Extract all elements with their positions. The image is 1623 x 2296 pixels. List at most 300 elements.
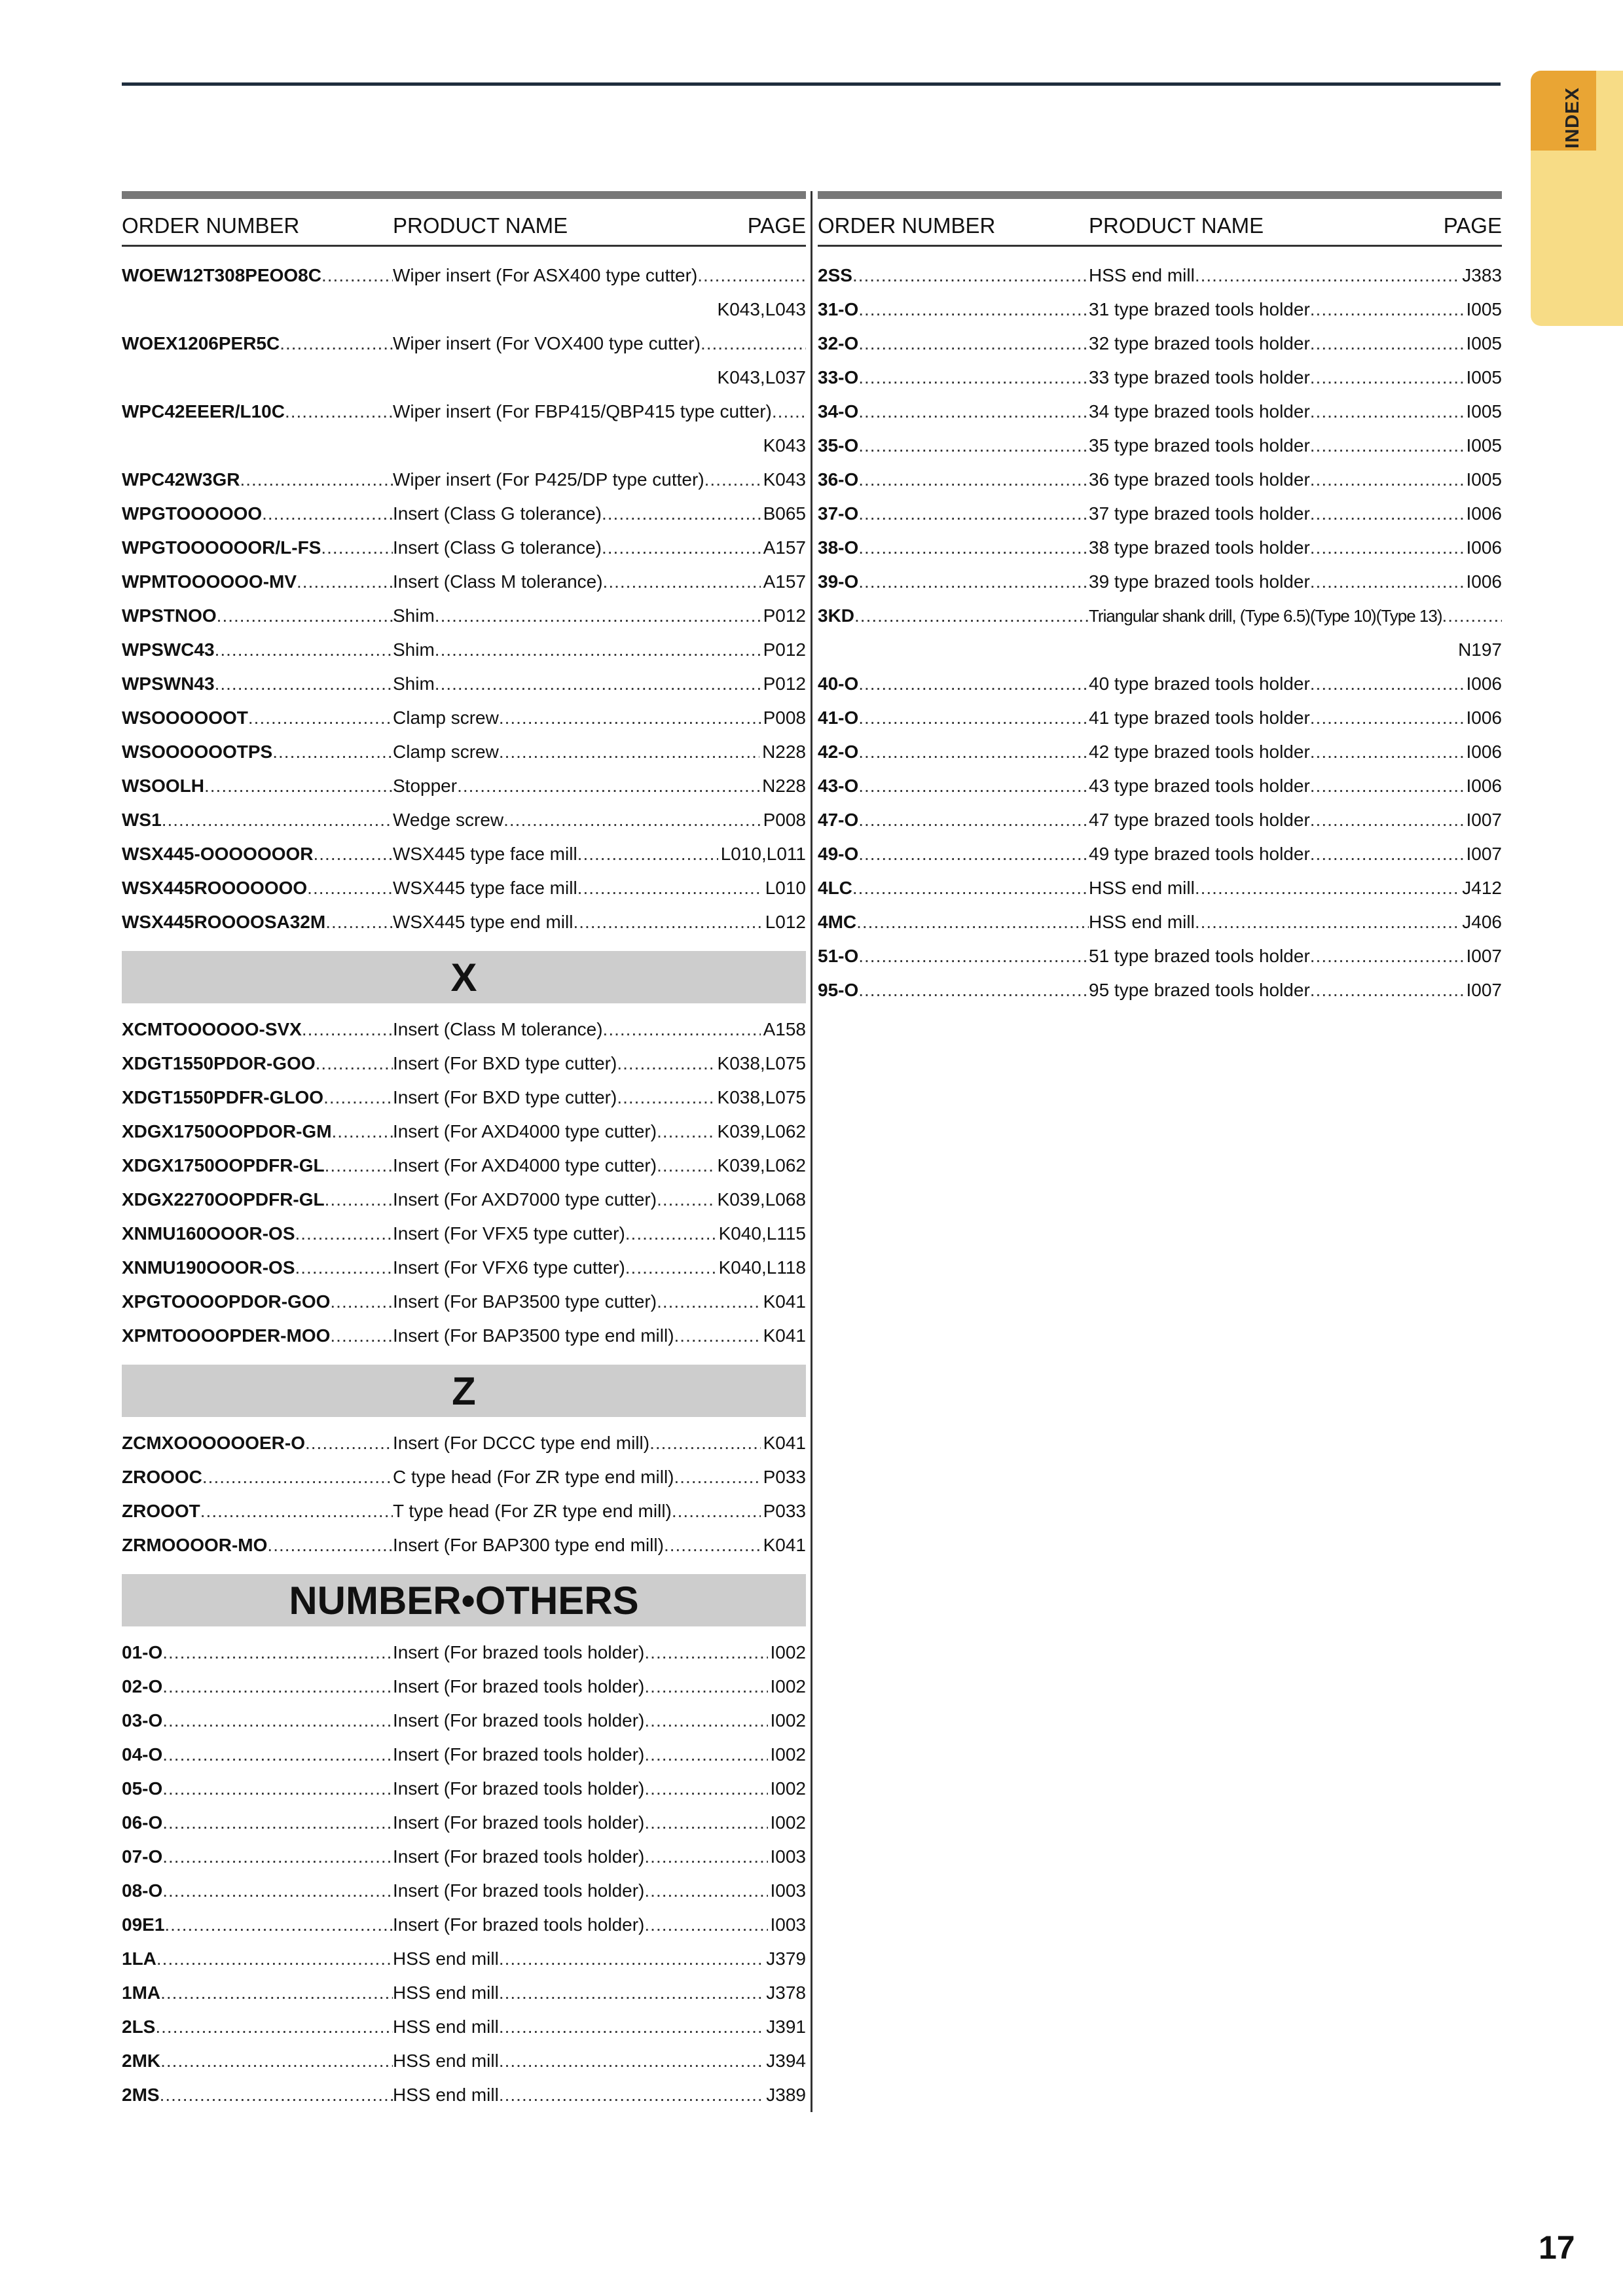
order-number-cell (122, 1217, 393, 1251)
page-ref[interactable]: I006 (1466, 673, 1502, 694)
index-entry[interactable] (818, 531, 1502, 565)
index-entry[interactable] (122, 871, 806, 905)
section-banner-z: Z (122, 1365, 806, 1417)
order-number-cell (818, 327, 1089, 361)
index-entry[interactable] (818, 327, 1502, 361)
index-entry[interactable] (818, 361, 1502, 395)
leader-dots (162, 1772, 393, 1806)
product-name-cell (1089, 429, 1464, 463)
index-row (122, 497, 806, 531)
product-name: HSS end mill (393, 1948, 499, 1969)
page-ref[interactable]: J378 (766, 1982, 806, 2003)
leader-dots (155, 2010, 393, 2044)
product-name-cell (393, 259, 806, 293)
leader-dots (262, 497, 393, 531)
leader-dots (858, 497, 1089, 531)
leader-dots (701, 327, 806, 361)
product-name: Shim (393, 639, 435, 660)
order-number-cell (818, 701, 1089, 735)
index-entry[interactable] (122, 701, 806, 735)
page-ref[interactable]: K039,L062 (717, 1155, 806, 1175)
header-product-name: PRODUCT NAME (1089, 213, 1264, 238)
page-ref[interactable]: K041 (763, 1535, 806, 1555)
page-ref[interactable]: I007 (1466, 980, 1502, 1000)
page-ref[interactable]: P008 (763, 708, 806, 728)
page-ref[interactable]: N228 (762, 742, 806, 762)
index-entry[interactable] (818, 497, 1502, 531)
leader-dots (644, 1636, 767, 1670)
leader-dots (1310, 361, 1464, 395)
page-ref[interactable]: I006 (1466, 742, 1502, 762)
product-name: Stopper (393, 776, 458, 796)
product-name-cell (393, 1149, 715, 1183)
page-ref[interactable]: I005 (1466, 469, 1502, 490)
page-ref[interactable]: J389 (766, 2085, 806, 2105)
index-entry[interactable] (122, 1285, 806, 1319)
index-entry[interactable] (122, 1149, 806, 1183)
index-entry[interactable] (818, 837, 1502, 871)
index-entry[interactable] (122, 1942, 806, 1976)
page-ref[interactable]: K039,L062 (717, 1121, 806, 1141)
index-entry[interactable] (122, 1976, 806, 2010)
leader-dots (302, 1013, 393, 1047)
leader-dots (858, 565, 1089, 599)
order-number: 01-O (122, 1642, 163, 1662)
index-entry[interactable] (122, 565, 806, 599)
page-ref[interactable]: K038,L075 (717, 1053, 806, 1073)
page-ref[interactable]: I005 (1466, 333, 1502, 353)
product-name-cell (393, 497, 761, 531)
order-number: XDGX1750OOPDFR-GL (122, 1155, 325, 1175)
index-entry[interactable] (818, 803, 1502, 837)
leader-dots (657, 1115, 714, 1149)
index-entry[interactable] (818, 939, 1502, 973)
leader-dots (499, 2078, 763, 2112)
page-ref[interactable]: K041 (763, 1291, 806, 1312)
index-row (122, 1942, 806, 1976)
index-entry[interactable] (122, 2078, 806, 2112)
index-entry[interactable] (818, 735, 1502, 769)
leader-dots (156, 1942, 393, 1976)
leader-dots (330, 1319, 393, 1353)
index-row (122, 1528, 806, 1562)
leader-dots (162, 1636, 393, 1670)
page-ref[interactable]: J379 (766, 1948, 806, 1969)
leader-dots (285, 395, 393, 429)
index-entry[interactable] (122, 1704, 806, 1738)
product-name-cell (393, 1840, 768, 1874)
page-ref[interactable]: N197 (1458, 639, 1502, 660)
product-name: Insert (For brazed tools holder) (393, 1880, 645, 1901)
index-entry[interactable] (122, 633, 806, 667)
page-ref[interactable]: P033 (763, 1501, 806, 1521)
page-ref[interactable]: I007 (1466, 810, 1502, 830)
leader-dots (858, 429, 1089, 463)
entries-number-others (122, 1636, 806, 2112)
leader-dots (499, 735, 759, 769)
page-ref[interactable]: I006 (1466, 776, 1502, 796)
index-entry[interactable] (818, 395, 1502, 429)
index-entry[interactable] (818, 871, 1502, 905)
index-entry[interactable] (122, 1528, 806, 1562)
index-row (122, 837, 806, 871)
page-ref[interactable]: I002 (770, 1642, 806, 1662)
product-name-cell (1089, 395, 1464, 429)
index-entry[interactable] (122, 1217, 806, 1251)
index-entry[interactable] (122, 395, 806, 463)
index-entry[interactable] (122, 1426, 806, 1460)
index-entry[interactable] (818, 973, 1502, 1007)
page-ref[interactable]: P008 (763, 810, 806, 830)
index-entry[interactable] (122, 769, 806, 803)
product-name-cell (393, 1426, 761, 1460)
index-row (122, 803, 806, 837)
product-name: 47 type brazed tools holder (1089, 810, 1310, 830)
leader-dots (1310, 803, 1464, 837)
index-entry[interactable] (122, 1772, 806, 1806)
leader-dots (617, 1047, 714, 1081)
page-ref[interactable]: L010,L011 (720, 844, 806, 864)
leader-dots (852, 871, 1089, 905)
product-name-cell (393, 599, 761, 633)
page-ref[interactable]: I006 (1466, 537, 1502, 558)
page-ref[interactable]: K038,L075 (717, 1087, 806, 1107)
index-entry[interactable] (122, 497, 806, 531)
index-row (122, 1183, 806, 1217)
page-ref[interactable]: B065 (763, 503, 806, 524)
index-entry[interactable] (122, 1840, 806, 1874)
product-name: T type head (For ZR type end mill) (393, 1501, 672, 1521)
page-ref[interactable]: I005 (1466, 435, 1502, 456)
leader-dots (295, 1217, 393, 1251)
index-entry[interactable] (122, 1013, 806, 1047)
header-order-number: ORDER NUMBER (122, 213, 300, 238)
index-row (122, 1636, 806, 1670)
leader-dots (674, 1460, 761, 1494)
leader-dots (330, 1285, 393, 1319)
leader-dots (858, 769, 1089, 803)
page-ref[interactable]: P012 (763, 639, 806, 660)
product-name: Insert (For BAP3500 type cutter) (393, 1291, 657, 1312)
index-entry[interactable] (122, 1494, 806, 1528)
index-entry[interactable] (818, 293, 1502, 327)
order-number: XNMU160OOOR-OS (122, 1223, 295, 1244)
index-entry[interactable] (122, 1874, 806, 1908)
index-row (818, 565, 1502, 599)
order-number-cell (122, 701, 393, 735)
index-entry[interactable] (122, 1047, 806, 1081)
product-name-cell (393, 565, 761, 599)
page-ref[interactable]: P033 (763, 1467, 806, 1487)
index-entry[interactable] (122, 327, 806, 395)
product-name: 43 type brazed tools holder (1089, 776, 1310, 796)
page-ref[interactable]: I003 (770, 1880, 806, 1901)
index-entry[interactable] (122, 531, 806, 565)
index-entry[interactable] (818, 667, 1502, 701)
leader-dots (644, 1874, 767, 1908)
page-ref[interactable]: J412 (1462, 878, 1502, 898)
leader-dots (307, 871, 393, 905)
product-name: HSS end mill (1089, 878, 1195, 898)
order-number-cell (122, 1738, 393, 1772)
index-entry[interactable] (122, 259, 806, 327)
product-name-cell (393, 1636, 768, 1670)
page-ref[interactable]: I005 (1466, 401, 1502, 422)
order-number: WPSWC43 (122, 639, 215, 660)
order-number-cell (122, 667, 393, 701)
index-entry[interactable] (122, 1806, 806, 1840)
leader-dots (858, 803, 1089, 837)
leader-dots (248, 701, 393, 735)
index-entry[interactable] (122, 667, 806, 701)
leader-dots (644, 1738, 767, 1772)
product-name: Insert (For VFX6 type cutter) (393, 1257, 625, 1278)
leader-dots (1310, 837, 1464, 871)
page-ref[interactable]: A157 (763, 571, 806, 592)
page-ref[interactable]: P012 (763, 605, 806, 626)
product-name: C type head (For ZR type end mill) (393, 1467, 674, 1487)
product-name-cell (393, 1047, 715, 1081)
page-ref[interactable]: P012 (763, 673, 806, 694)
index-row (122, 599, 806, 633)
index-entry[interactable] (122, 1183, 806, 1217)
leader-dots (164, 1908, 393, 1942)
product-name-cell (393, 633, 761, 667)
product-name: Wiper insert (For FBP415/QBP415 type cutter) (393, 401, 772, 422)
page-ref[interactable]: I007 (1466, 844, 1502, 864)
leader-dots (1310, 429, 1464, 463)
order-number-cell (818, 769, 1089, 803)
index-row (122, 1115, 806, 1149)
order-number: ZROOOT (122, 1501, 200, 1521)
order-number: WPSTNOO (122, 605, 217, 626)
product-name-cell (393, 1081, 715, 1115)
index-entry[interactable] (122, 803, 806, 837)
page-ref[interactable]: J391 (766, 2017, 806, 2037)
order-number-cell (122, 327, 393, 361)
product-name: 31 type brazed tools holder (1089, 299, 1310, 319)
order-number: WSOOOOOOT (122, 708, 248, 728)
index-entry[interactable] (122, 1908, 806, 1942)
index-row (122, 1908, 806, 1942)
leader-dots (625, 1217, 716, 1251)
page-ref[interactable]: L010 (765, 878, 806, 898)
leader-dots (858, 395, 1089, 429)
page-ref[interactable]: I006 (1466, 571, 1502, 592)
page-ref[interactable]: K041 (763, 1433, 806, 1453)
index-entry[interactable] (818, 599, 1502, 667)
index-row (818, 667, 1502, 701)
product-name-cell (393, 1251, 716, 1285)
order-number-cell (122, 565, 393, 599)
product-name: Insert (Class M tolerance) (393, 1019, 603, 1039)
leader-dots (858, 463, 1089, 497)
leader-dots (858, 735, 1089, 769)
leader-dots (625, 1251, 716, 1285)
page-ref[interactable]: I002 (770, 1744, 806, 1765)
page-ref[interactable]: I002 (770, 1676, 806, 1696)
index-entry[interactable] (122, 837, 806, 871)
product-name-cell (1089, 463, 1464, 497)
index-entry[interactable] (122, 1319, 806, 1353)
index-tab[interactable] (1531, 71, 1623, 326)
index-entry[interactable] (122, 905, 806, 939)
leader-dots (160, 2044, 393, 2078)
index-row (122, 463, 806, 497)
index-entry[interactable] (818, 429, 1502, 463)
page-ref[interactable]: J383 (1462, 265, 1502, 285)
index-row (818, 395, 1502, 429)
order-number-cell (818, 599, 1089, 633)
leader-dots (854, 599, 1089, 633)
product-name: Insert (For AXD7000 type cutter) (393, 1189, 657, 1210)
index-row (818, 871, 1502, 905)
index-entry[interactable] (122, 2010, 806, 2044)
order-number: 08-O (122, 1880, 163, 1901)
index-entry[interactable] (122, 2044, 806, 2078)
order-number-cell (122, 599, 393, 633)
page-ref[interactable]: A158 (763, 1019, 806, 1039)
leader-dots (644, 1840, 767, 1874)
leader-dots (325, 1183, 393, 1217)
order-number-cell (818, 565, 1089, 599)
order-number-cell (122, 395, 393, 429)
page-ref[interactable]: K040,L115 (718, 1223, 806, 1244)
page-ref[interactable]: I003 (770, 1914, 806, 1935)
index-entry[interactable] (818, 565, 1502, 599)
page-ref[interactable]: K041 (763, 1325, 806, 1346)
index-entry[interactable] (122, 1251, 806, 1285)
order-number: XDGX2270OOPDFR-GL (122, 1189, 325, 1210)
page-ref[interactable]: I002 (770, 1812, 806, 1833)
order-number-cell (818, 293, 1089, 327)
leader-dots (704, 463, 761, 497)
leader-dots (657, 1149, 714, 1183)
product-name-cell (393, 1319, 761, 1353)
index-row (122, 1285, 806, 1319)
product-name: WSX445 type face mill (393, 844, 577, 864)
order-number-cell (122, 463, 393, 497)
index-entry[interactable] (122, 463, 806, 497)
page-ref[interactable]: I002 (770, 1710, 806, 1731)
index-entry[interactable] (122, 735, 806, 769)
index-entry[interactable] (818, 769, 1502, 803)
index-row (122, 871, 806, 905)
leader-dots (644, 1670, 767, 1704)
product-name-cell (1089, 497, 1464, 531)
page-ref[interactable]: I005 (1466, 367, 1502, 387)
product-name-cell (1089, 531, 1464, 565)
page-ref[interactable]: I007 (1466, 946, 1502, 966)
order-number-cell (818, 667, 1089, 701)
page-ref[interactable]: I005 (1466, 299, 1502, 319)
product-name-cell (393, 463, 761, 497)
index-entry[interactable] (818, 259, 1502, 293)
leader-dots (1310, 973, 1464, 1007)
leader-dots (856, 905, 1089, 939)
page-ref[interactable]: K040,L118 (718, 1257, 806, 1278)
leader-dots (160, 1976, 393, 2010)
index-entry[interactable] (122, 1115, 806, 1149)
page-ref[interactable]: J406 (1462, 912, 1502, 932)
page-ref[interactable]: K039,L068 (717, 1189, 806, 1210)
index-row (122, 1772, 806, 1806)
index-row (122, 1081, 806, 1115)
page-ref[interactable]: I006 (1466, 708, 1502, 728)
product-name-cell (393, 1285, 761, 1319)
section-banner-x: X (122, 951, 806, 1003)
index-entry[interactable] (122, 1738, 806, 1772)
page-ref[interactable]: N228 (762, 776, 806, 796)
index-entry[interactable] (818, 463, 1502, 497)
index-row (818, 939, 1502, 973)
order-number: WOEX1206PER5C (122, 333, 280, 353)
product-name-cell (393, 1528, 761, 1562)
page-ref[interactable]: A157 (763, 537, 806, 558)
page-ref[interactable]: J394 (766, 2051, 806, 2071)
product-name: HSS end mill (393, 1982, 499, 2003)
product-name: Insert (For brazed tools holder) (393, 1846, 645, 1867)
leader-dots (1310, 293, 1464, 327)
index-row (122, 1426, 806, 1460)
page-ref[interactable]: K043,L037 (717, 367, 806, 387)
index-row (122, 2010, 806, 2044)
index-row (818, 259, 1502, 293)
page-ref[interactable]: I003 (770, 1846, 806, 1867)
order-number-cell (122, 1806, 393, 1840)
page-ref[interactable]: I002 (770, 1778, 806, 1799)
leader-dots (602, 497, 761, 531)
index-entry[interactable] (818, 701, 1502, 735)
index-row (818, 599, 1502, 633)
index-entry[interactable] (122, 1081, 806, 1115)
product-name: HSS end mill (393, 2051, 499, 2071)
index-entry[interactable] (122, 1636, 806, 1670)
product-name: Insert (For brazed tools holder) (393, 1744, 645, 1765)
leader-dots (499, 1976, 763, 2010)
product-name: Insert (For VFX5 type cutter) (393, 1223, 625, 1244)
page-ref[interactable]: I006 (1466, 503, 1502, 524)
index-row (122, 1704, 806, 1738)
index-entry[interactable] (122, 599, 806, 633)
product-name: Insert (For brazed tools holder) (393, 1642, 645, 1662)
leader-dots (240, 463, 393, 497)
order-number: 95-O (818, 980, 859, 1000)
leader-dots (657, 1285, 761, 1319)
leader-dots (499, 2010, 763, 2044)
index-entry[interactable] (818, 905, 1502, 939)
page-ref[interactable]: K043,L043 (717, 299, 806, 319)
order-number-cell (122, 2044, 393, 2078)
product-name-cell (1089, 565, 1464, 599)
page-ref[interactable]: L012 (765, 912, 806, 932)
product-name: Insert (Class G tolerance) (393, 503, 602, 524)
page-ref[interactable]: K043 (763, 469, 806, 490)
index-entry[interactable] (122, 1670, 806, 1704)
order-number-cell (818, 735, 1089, 769)
product-name-cell (1089, 803, 1464, 837)
order-number: 03-O (122, 1710, 163, 1731)
index-entry[interactable] (122, 1460, 806, 1494)
leader-dots (314, 837, 393, 871)
order-number: WSX445-OOOOOOOR (122, 844, 314, 864)
order-number-cell (818, 395, 1089, 429)
order-number-cell (122, 1528, 393, 1562)
page-ref[interactable]: K043 (763, 435, 806, 456)
order-number: 4LC (818, 878, 852, 898)
order-number: 47-O (818, 810, 859, 830)
leader-dots (1310, 565, 1464, 599)
